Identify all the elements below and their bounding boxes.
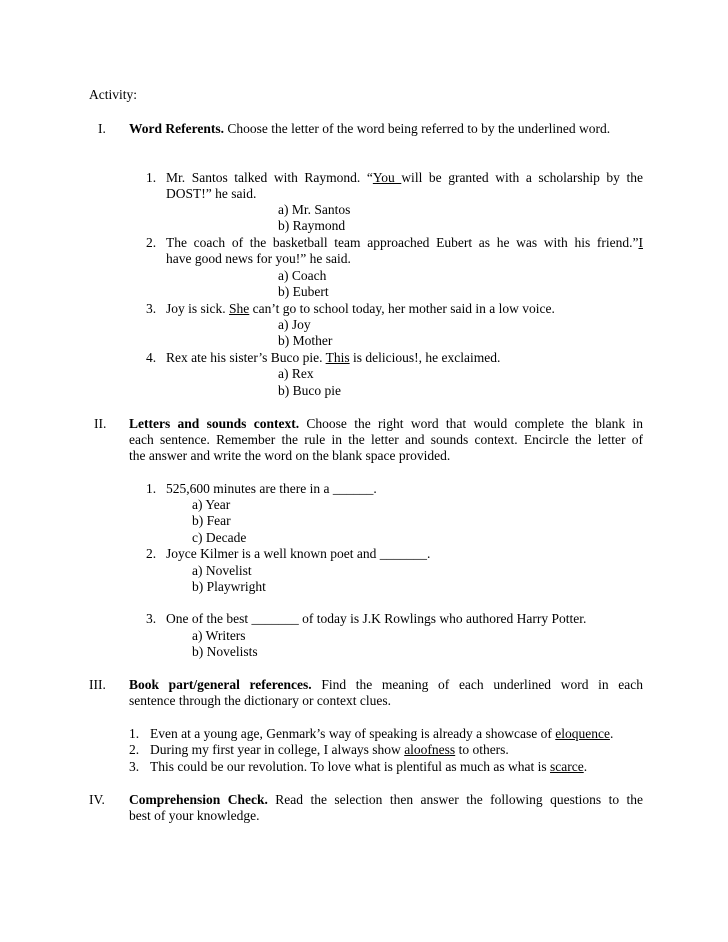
section-3-header: Book part/general references. Find the meaning of each underlined word in each <box>129 677 644 692</box>
item-number: 2. <box>146 235 157 250</box>
section-1-instructions: Choose the letter of the word being referred to by the underlined word. <box>227 121 611 136</box>
section-4-heading: Comprehension Check. <box>129 792 268 807</box>
section-1-header <box>129 121 610 138</box>
section-2-header: Letters and sounds context. Choose the right word that would complete the blank in <box>129 416 643 431</box>
question-line: have good news for you!” he said. <box>166 251 351 266</box>
option: a) Writers <box>192 628 246 643</box>
underlined-word: eloquence <box>555 726 610 741</box>
section-2-instructions: each sentence. Remember the rule in the letter and sounds context. Encircle the letter of <box>129 432 643 447</box>
question-line: Joy is sick. She can’t go to school today, her mother said in a low voice. <box>166 301 555 316</box>
section-4-instructions: best of your knowledge. <box>129 808 260 823</box>
section-4-header: Comprehension Check. Read the selection then answer the following questions to the <box>129 792 644 807</box>
sentence: This could be our revolution. To love what is plentiful as much as what is scarce. <box>150 759 588 774</box>
item-number: 1. <box>129 726 140 741</box>
option: b) Fear <box>192 513 231 528</box>
item-number: 1. <box>146 170 157 185</box>
section-3-instructions: sentence through the dictionary or context clues. <box>129 693 392 708</box>
option: b) Playwright <box>192 579 266 594</box>
section-1-numeral: I. <box>98 121 106 136</box>
underlined-word: This <box>325 350 350 365</box>
option: b) Buco pie <box>278 383 341 398</box>
item-number: 3. <box>146 301 157 316</box>
underlined-word: I <box>638 235 643 250</box>
question-line: 525,600 minutes are there in a ______. <box>166 481 377 496</box>
question-line: Rex ate his sister’s Buco pie. This is delicious!, he exclaimed. <box>166 350 501 365</box>
item-number: 1. <box>146 481 157 496</box>
underlined-word: She <box>229 301 250 316</box>
sentence: During my first year in college, I always show aloofness to others. <box>150 742 509 757</box>
section-4-numeral: IV. <box>89 792 105 807</box>
underlined-word: You <box>372 170 402 185</box>
section-1-heading: Word Referents. <box>129 121 224 136</box>
section-2-numeral: II. <box>94 416 107 431</box>
item-number: 2. <box>146 546 157 561</box>
section-3-heading: Book part/general references. <box>129 677 312 692</box>
option: b) Novelists <box>192 644 258 659</box>
section-2-heading: Letters and sounds context. <box>129 416 300 431</box>
item-number: 2. <box>129 742 140 757</box>
option: a) Rex <box>278 366 314 381</box>
item-number: 3. <box>129 759 140 774</box>
activity-label: Activity: <box>89 87 137 102</box>
question-line: Mr. Santos talked with Raymond. “You will be granted with a scholarship by the <box>166 170 643 185</box>
item-number: 3. <box>146 611 157 626</box>
option: b) Raymond <box>278 218 346 233</box>
section-2-instructions: the answer and write the word on the blank space provided. <box>129 448 451 463</box>
question-line: One of the best _______ of today is J.K Rowlings who authored Harry Potter. <box>166 611 587 626</box>
option: a) Year <box>192 497 231 512</box>
option: c) Decade <box>192 530 247 545</box>
option: b) Mother <box>278 333 333 348</box>
section-3-numeral: III. <box>89 677 106 692</box>
item-number: 4. <box>146 350 157 365</box>
underlined-word: aloofness <box>404 742 456 757</box>
question-line: DOST!” he said. <box>166 186 257 201</box>
option: a) Novelist <box>192 563 252 578</box>
underlined-word: scarce <box>550 759 584 774</box>
option: b) Eubert <box>278 284 329 299</box>
option: a) Coach <box>278 268 327 283</box>
question-line: Joyce Kilmer is a well known poet and _______. <box>166 546 431 561</box>
question-line: The coach of the basketball team approached Eubert as he was with his friend.”I <box>166 235 643 250</box>
option: a) Mr. Santos <box>278 202 351 217</box>
option: a) Joy <box>278 317 311 332</box>
sentence: Even at a young age, Genmark’s way of speaking is already a showcase of eloquence. <box>150 726 614 741</box>
